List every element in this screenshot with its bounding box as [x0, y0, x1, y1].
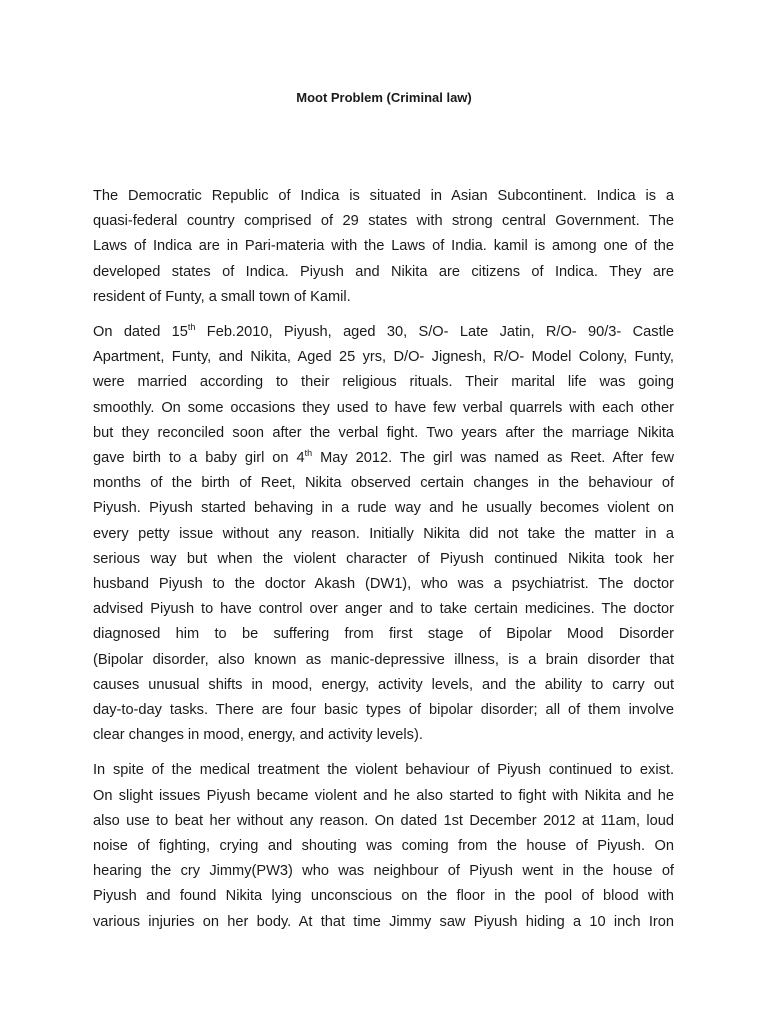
paragraph-2	[93, 320, 674, 748]
paragraph-line: developed states of Indica. Piyush and Nikita are citizens of Indica. They are	[93, 263, 674, 280]
line-text: On dated 15	[93, 324, 188, 341]
ordinal-superscript: th	[304, 448, 313, 459]
paragraph-1	[93, 184, 674, 310]
paragraph-line: hearing the cry Jimmy(PW3) who was neighbour of Piyush went in the house of	[93, 863, 674, 880]
paragraph-line: (Bipolar disorder, also known as manic-depressive illness, is a brain disorder that	[93, 651, 674, 668]
paragraph-line: every petty issue without any reason. Initially Nikita did not take the matter in a	[93, 525, 674, 542]
paragraph-line: causes unusual shifts in mood, energy, activity levels, and the ability to carry out	[93, 676, 674, 693]
paragraph-line: diagnosed him to be suffering from first stage of Bipolar Mood Disorder	[93, 626, 674, 643]
paragraph-line: Piyush and found Nikita lying unconscious on the floor in the pool of blood with	[93, 888, 674, 905]
paragraph-line: day-to-day tasks. There are four basic types of bipolar disorder; all of them involve	[93, 702, 674, 719]
paragraph-line: were married according to their religious rituals. Their marital life was going	[93, 374, 674, 391]
line-text: gave birth to a baby girl on 4	[93, 450, 305, 467]
paragraph-line: In spite of the medical treatment the violent behaviour of Piyush continued to exist.	[93, 762, 674, 779]
paragraph-line	[93, 320, 674, 345]
paragraph-line: advised Piyush to have control over anger and to take certain medicines. The doctor	[93, 601, 674, 618]
paragraph-line: Apartment, Funty, and Nikita, Aged 25 yrs, D/O- Jignesh, R/O- Model Colony, Funty,	[93, 349, 674, 366]
paragraph-line: noise of fighting, crying and shouting was coming from the house of Piyush. On	[93, 838, 674, 855]
paragraph-line: but they reconciled soon after the verbal fight. Two years after the marriage Nikita	[93, 424, 674, 441]
paragraph-line	[93, 446, 674, 471]
paragraph-line: serious way but when the violent character of Piyush continued Nikita took her	[93, 550, 674, 567]
document-title: Moot Problem (Criminal law)	[296, 90, 472, 105]
paragraph-line: Laws of Indica are in Pari-materia with the Laws of India. kamil is among one of the	[93, 238, 674, 255]
paragraph-line: On slight issues Piyush became violent and he also started to fight with Nikita and he	[93, 787, 674, 804]
paragraph-3	[93, 758, 674, 934]
ordinal-superscript: th	[187, 322, 196, 333]
line-text: May 2012. The girl was named as Reet. After few	[312, 450, 674, 467]
paragraph-line: smoothly. On some occasions they used to have few verbal quarrels with each other	[93, 399, 674, 416]
document-body	[93, 184, 674, 945]
paragraph-line: also use to beat her without any reason. On dated 1st December 2012 at 11am, loud	[93, 812, 674, 829]
paragraph-line: months of the birth of Reet, Nikita observed certain changes in the behaviour of	[93, 475, 674, 492]
line-text: Feb.2010, Piyush, aged 30, S/O- Late Jatin, R/O- 90/3- Castle	[195, 324, 674, 341]
paragraph-line: resident of Funty, a small town of Kamil.	[93, 288, 351, 305]
paragraph-line: Piyush. Piyush started behaving in a rude way and he usually becomes violent on	[93, 500, 674, 517]
paragraph-line: The Democratic Republic of Indica is situated in Asian Subcontinent. Indica is a	[93, 188, 674, 204]
paragraph-line: clear changes in mood, energy, and activity levels).	[93, 727, 423, 744]
paragraph-line: quasi-federal country comprised of 29 states with strong central Government. The	[93, 213, 674, 230]
paragraph-line: various injuries on her body. At that time Jimmy saw Piyush hiding a 10 inch Iron	[93, 913, 674, 930]
paragraph-line: husband Piyush to the doctor Akash (DW1), who was a psychiatrist. The doctor	[93, 576, 674, 593]
